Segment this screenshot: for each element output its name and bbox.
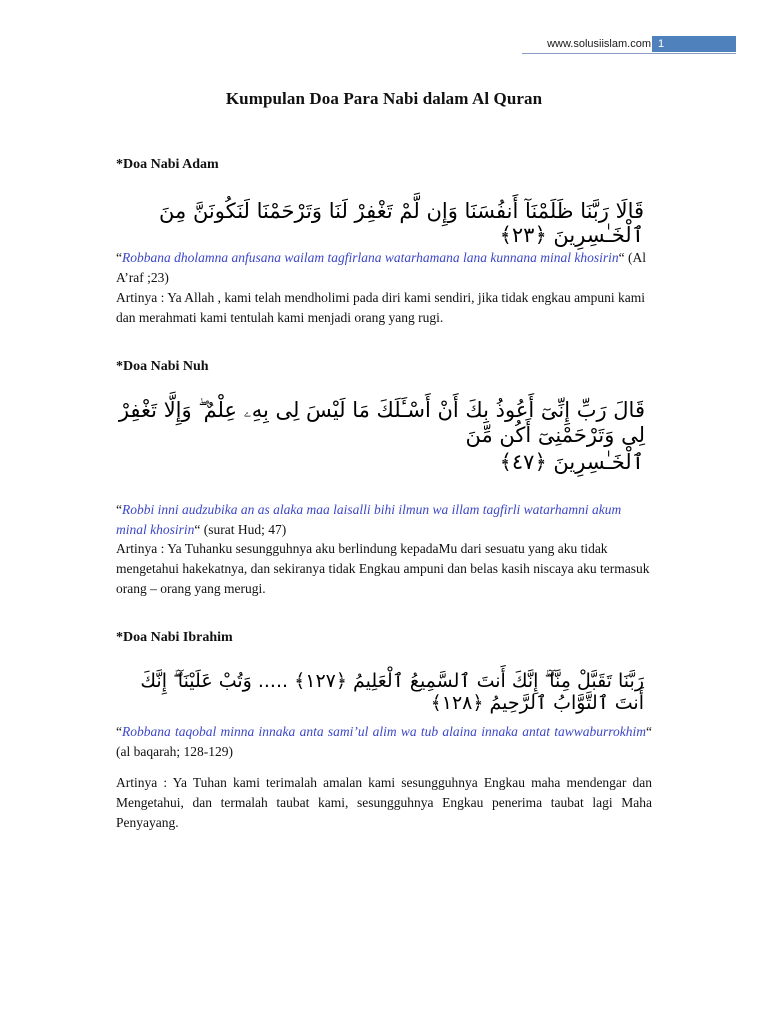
transliteration-paragraph-ibrahim: [116, 722, 652, 762]
transliteration-text: Robbana dholamna anfusana wailam tagfirlana watarhamana lana kunnana minal khosirin: [122, 250, 619, 265]
quote-mark: “: [116, 250, 122, 265]
transliteration-paragraph-adam: [116, 248, 652, 288]
meaning-paragraph-ibrahim: Artinya : Ya Tuhan kami terimalah amalan kami sesungguhnya Engkau maha mendengar dan Mengetahui, dan termalah taubat kami, sesungguhnya Engkau penerima taubat lagi Maha Penyayang.: [116, 775, 652, 830]
document-title: Kumpulan Doa Para Nabi dalam Al Quran: [225, 89, 543, 108]
arabic-verse-adam: قَالَا رَبَّنَا ظَلَمْنَآ أَنفُسَنَا وَإِن لَّمْ تَغْفِرْ لَنَا وَتَرْحَمْنَا لَنَكُونَنَّ مِنَ ٱلْخَـٰسِرِينَ ﴿٢٣﴾: [159, 199, 644, 247]
section-heading-ibrahim: *Doa Nabi Ibrahim: [116, 630, 233, 645]
arabic-verse-ibrahim: رَبَّنَا تَقَبَّلْ مِنَّآ ۖ إِنَّكَ أَنتَ ٱلسَّمِيعُ ٱلْعَلِيمُ ﴿١٢٧﴾ ..... وَتُبْ عَلَيْنَآ ۖ إِنَّكَ أَنتَ ٱلتَّوَّابُ ٱلرَّحِيمُ ﴿١٢٨﴾: [140, 670, 644, 714]
transliteration-text: Robbana taqobal minna innaka anta sami’ul alim wa tub alaina innaka antat tawwaburrokhim: [122, 724, 646, 739]
section-heading-adam: *Doa Nabi Adam: [116, 157, 219, 172]
meaning-paragraph-adam: Artinya : Ya Allah , kami telah mendholimi pada diri kami sendiri, jika tidak engkau ampuni kami dan merahmati kami tentulah kami menjadi orang yang rugi.: [116, 290, 646, 325]
header-site-url: www.solusiislam.com: [547, 38, 651, 50]
reference-text: “ (Al A’raf ;23): [116, 250, 647, 285]
reference-text: “ (al baqarah; 128-129): [116, 724, 652, 759]
header-rule: [522, 53, 736, 54]
quote-mark: “: [116, 724, 122, 739]
page-number-badge: 1: [652, 36, 736, 52]
transliteration-paragraph-nuh: [116, 500, 652, 540]
meaning-paragraph-nuh: Artinya : Ya Tuhanku sesungguhnya aku berlindung kepadaMu dari sesuatu yang aku tidak mengetahui hakekatnya, dan sekiranya tidak Engkau ampuni dan belas kasih niscaya aku termasuk orang – orang yang merugi.: [116, 541, 650, 596]
transliteration-text: Robbi inni audzubika an as alaka maa laisalli bihi ilmun wa illam tagfirli watarhamni akum minal khosirin: [116, 502, 622, 537]
quote-mark: “: [116, 502, 122, 517]
section-heading-nuh: *Doa Nabi Nuh: [116, 359, 209, 374]
arabic-verse-nuh-line2: ٱلْخَـٰسِرِينَ ﴿٤٧﴾: [499, 450, 644, 474]
arabic-verse-nuh-line1: قَالَ رَبِّ إِنِّىٓ أَعُوذُ بِكَ أَنْ أَسْـَٔلَكَ مَا لَيْسَ لِى بِهِۦ عِلْمٌ ۖ وَإِلَّا تَغْفِرْ لِى وَتَرْحَمْنِىٓ أَكُن مِّنَ: [118, 398, 645, 447]
reference-text: “ (surat Hud; 47): [194, 522, 287, 537]
